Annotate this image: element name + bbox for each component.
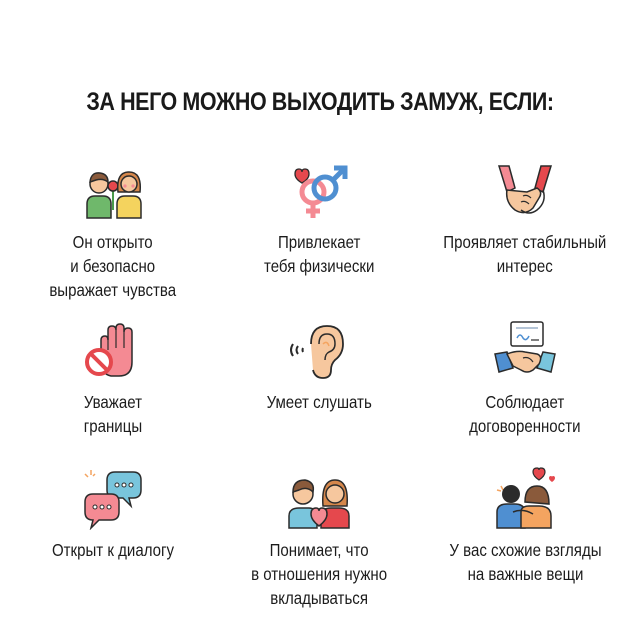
items-grid xyxy=(10,158,630,616)
item-caption: Умеет слушать xyxy=(266,392,372,412)
holding-hands-icon xyxy=(493,158,557,222)
item-caption: У вас схожие взгляды на важные вещи xyxy=(448,540,602,584)
item-caption: Уважает границы xyxy=(83,392,143,436)
item-stable-interest xyxy=(422,158,628,318)
item-caption: Соблюдает договоренности xyxy=(469,392,581,436)
item-invests-in-relationship xyxy=(216,466,422,616)
listening-ear-icon xyxy=(287,318,351,382)
couple-hug-icon xyxy=(493,466,557,530)
stop-hand-icon xyxy=(81,318,145,382)
item-caption: Привлекает тебя физически xyxy=(263,232,375,276)
item-caption: Открыт к диалогу xyxy=(51,540,175,560)
item-open-to-dialogue xyxy=(10,466,216,616)
page-title: ЗА НЕГО МОЖНО ВЫХОДИТЬ ЗАМУЖ, ЕСЛИ: xyxy=(86,88,554,116)
item-shared-views xyxy=(422,466,628,616)
couple-heart-icon xyxy=(287,466,351,530)
couple-flower-icon xyxy=(81,158,145,222)
item-caption: Понимает, что в отношения нужно вкладываться xyxy=(250,540,388,608)
item-physical-attraction xyxy=(216,158,422,318)
handshake-contract-icon xyxy=(493,318,557,382)
chat-bubbles-icon xyxy=(81,466,145,530)
item-expresses-feelings xyxy=(10,158,216,318)
item-respects-boundaries xyxy=(10,318,216,466)
gender-symbols-icon xyxy=(287,158,351,222)
item-keeps-agreements xyxy=(422,318,628,466)
item-caption: Проявляет стабильный интерес xyxy=(443,232,607,276)
item-caption: Он открыто и безопасно выражает чувства xyxy=(49,232,177,300)
item-listens xyxy=(216,318,422,466)
